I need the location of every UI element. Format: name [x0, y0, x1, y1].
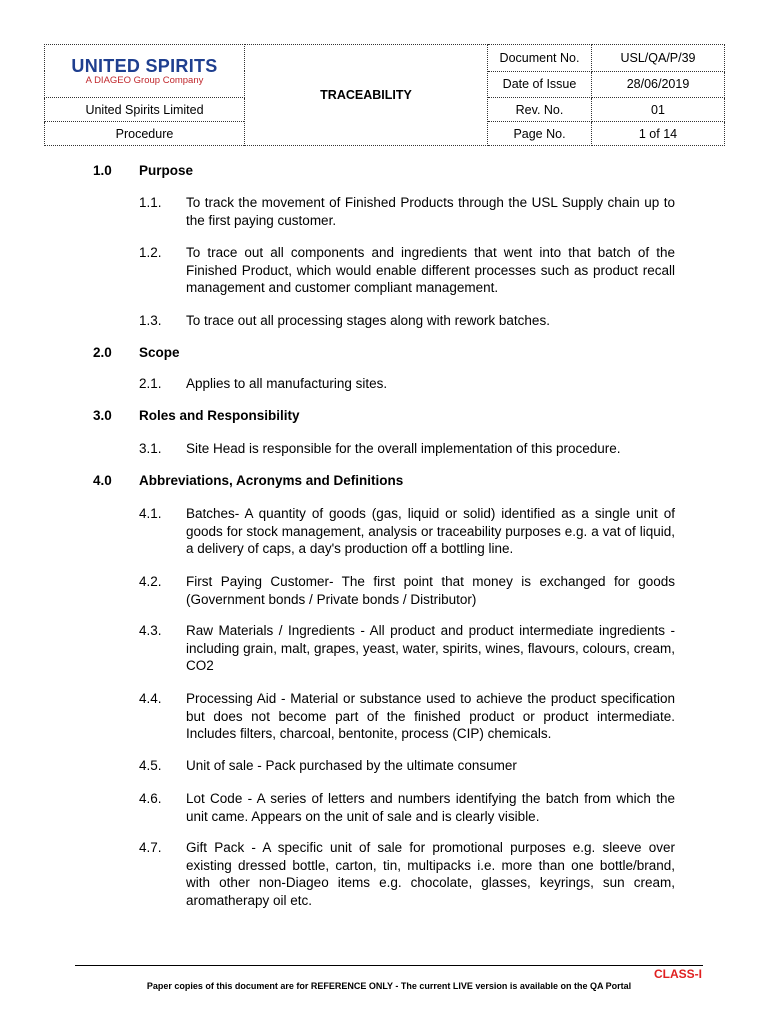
- item-number: 2.1.: [139, 376, 162, 391]
- list-item: [139, 505, 675, 558]
- item-text: Gift Pack - A specific unit of sale for promotional purposes e.g. sleeve over existing dressed bottle, carton, tin, multipacks i.e. more than one bottle/brand, with other non-Diageo items e.g. chocolate, glasses, keyrings, sun cream, aromatherapy oil etc.: [186, 840, 675, 908]
- item-number: 1.3.: [139, 313, 162, 328]
- section-title: Purpose: [139, 163, 194, 178]
- item-text: To track the movement of Finished Products through the USL Supply chain up to the first paying customer.: [186, 195, 675, 228]
- item-number: 4.3.: [139, 623, 162, 638]
- section-number: 1.0: [93, 163, 112, 178]
- item-text: First Paying Customer- The first point that money is exchanged for goods (Government bonds / Private bonds / Distributor): [186, 574, 675, 607]
- company-name: United Spirits Limited: [45, 98, 245, 122]
- logo-wordmark: UNITED SPIRITS: [71, 56, 218, 76]
- list-item: [139, 790, 675, 825]
- item-number: 4.6.: [139, 791, 162, 806]
- issue-date-label: Date of Issue: [488, 71, 592, 98]
- item-text: To trace out all processing stages along with rework batches.: [186, 313, 550, 328]
- issue-date-value: 28/06/2019: [592, 71, 725, 98]
- footer-note: Paper copies of this document are for REFERENCE ONLY - The current LIVE version is available on the QA Portal: [146, 981, 632, 991]
- document-title: TRACEABILITY: [245, 45, 488, 146]
- page-no-value: 1 of 14: [592, 122, 725, 146]
- item-text: Batches- A quantity of goods (gas, liquid or solid) identified as a single unit of goods for stock management, analysis or traceability purposes e.g. a vat of liquid, a delivery of caps, a day's production off a bottling line.: [186, 506, 675, 556]
- item-number: 4.4.: [139, 691, 162, 706]
- list-item: [139, 690, 675, 743]
- item-number: 1.2.: [139, 245, 162, 260]
- doc-number-value: USL/QA/P/39: [592, 45, 725, 72]
- section-title: Scope: [139, 345, 180, 360]
- list-item: [139, 244, 675, 297]
- item-text: Unit of sale - Pack purchased by the ultimate consumer: [186, 758, 517, 773]
- company-logo: [45, 45, 245, 98]
- item-number: 4.7.: [139, 840, 162, 855]
- list-item: [139, 573, 675, 608]
- document-kind: Procedure: [45, 122, 245, 146]
- item-text: Raw Materials / Ingredients - All product and product intermediate ingredients - including grain, malt, grapes, yeast, water, spirits, wines, flavours, colours, cream, CO2: [186, 623, 675, 673]
- doc-number-label: Document No.: [488, 45, 592, 72]
- list-item: [139, 757, 675, 775]
- section-title: Roles and Responsibility: [139, 408, 300, 423]
- item-text: To trace out all components and ingredients that went into that batch of the Finished Product, which would enable different processes such as product recall management and customer compliant management.: [186, 245, 675, 295]
- list-item: [139, 839, 675, 909]
- section-number: 4.0: [93, 473, 112, 488]
- list-item: [139, 622, 675, 675]
- document-header-table: [44, 44, 725, 146]
- classification-label: CLASS-I: [654, 967, 702, 981]
- list-item: [139, 312, 675, 330]
- rev-no-label: Rev. No.: [488, 98, 592, 122]
- item-text: Processing Aid - Material or substance used to achieve the product specification but does not become part of the finished product or product intermediate. Includes filters, charcoal, bentonite, process (CIP) chemicals.: [186, 691, 675, 741]
- list-item: [139, 440, 675, 458]
- item-number: 1.1.: [139, 195, 162, 210]
- list-item: [139, 194, 675, 229]
- footer-divider: [75, 965, 703, 966]
- item-text: Lot Code - A series of letters and numbers identifying the batch from which the unit came. Appears on the unit of sale and is clearly visible.: [186, 791, 675, 824]
- logo-tagline: A DIAGEO Group Company: [85, 75, 204, 86]
- rev-no-value: 01: [592, 98, 725, 122]
- section-number: 2.0: [93, 345, 112, 360]
- section-title: Abbreviations, Acronyms and Definitions: [139, 473, 404, 488]
- list-item: [139, 375, 675, 393]
- item-number: 4.5.: [139, 758, 162, 773]
- item-text: Site Head is responsible for the overall implementation of this procedure.: [186, 441, 621, 456]
- item-number: 3.1.: [139, 441, 162, 456]
- item-number: 4.2.: [139, 574, 162, 589]
- page-no-label: Page No.: [488, 122, 592, 146]
- section-number: 3.0: [93, 408, 112, 423]
- item-text: Applies to all manufacturing sites.: [186, 376, 388, 391]
- item-number: 4.1.: [139, 506, 162, 521]
